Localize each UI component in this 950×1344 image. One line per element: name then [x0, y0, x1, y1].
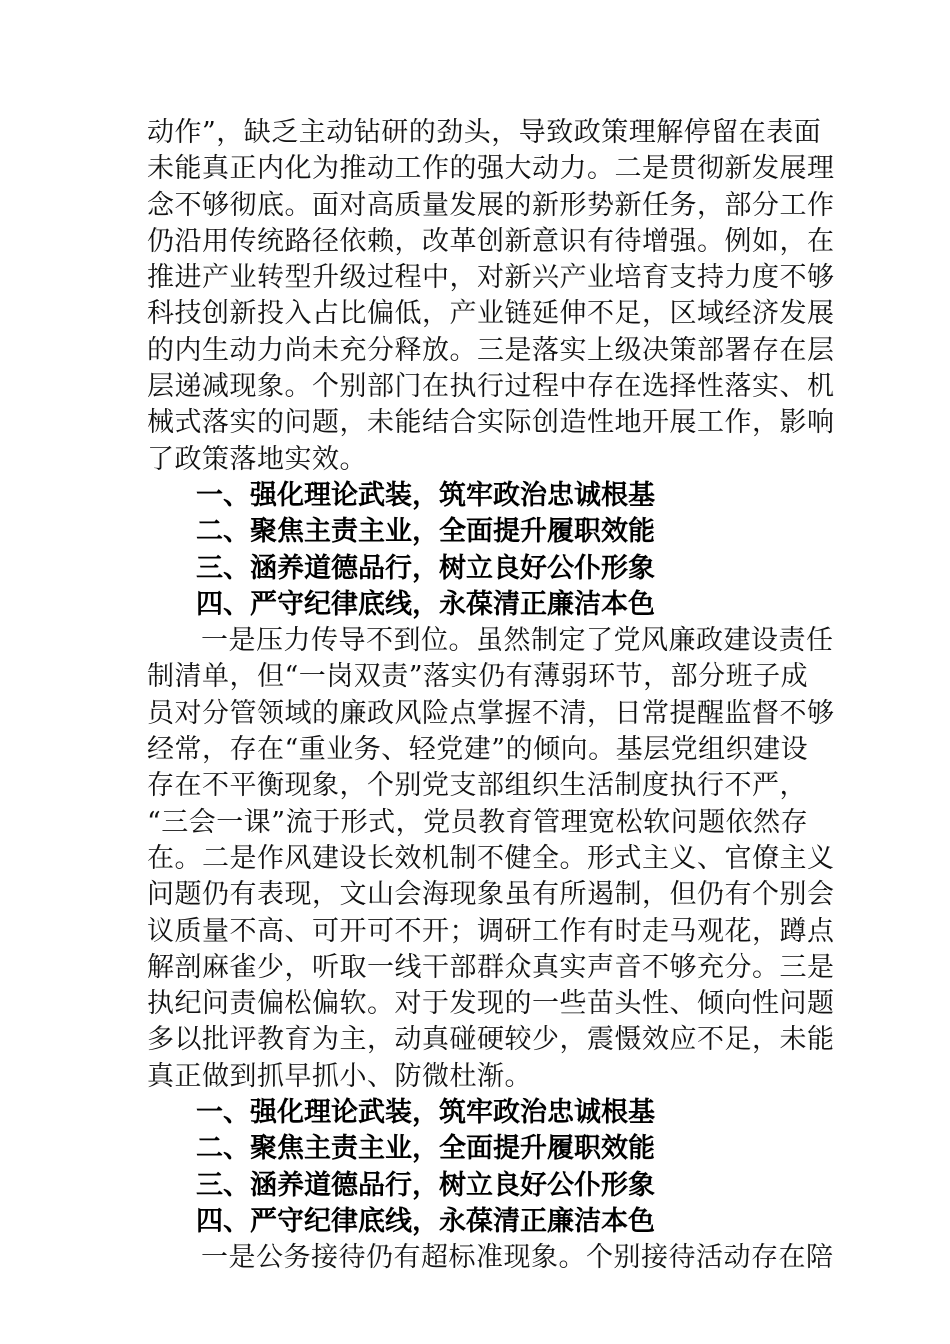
- paragraph-3: [147, 1240, 834, 1276]
- section-heading: 四、严守纪律底线，永葆清正廉洁本色: [196, 1205, 655, 1237]
- text-line: 械式落实的问题，未能结合实际创造性地开展工作，影响: [147, 407, 835, 439]
- section-headings-2: [147, 1095, 805, 1240]
- text-line: 在。二是作风建设长效机制不健全。形式主义、官僚主义: [147, 842, 835, 874]
- text-line: 议质量不高、可开可不开；调研工作有时走马观花，蹲点: [147, 915, 835, 947]
- section-heading: 一、强化理论武装，筑牢政治忠诚根基: [196, 479, 655, 511]
- text-line: 层递减现象。个别部门在执行过程中存在选择性落实、机: [147, 371, 835, 403]
- text-line: 一是公务接待仍有超标准现象。个别接待活动存在陪: [201, 1242, 834, 1274]
- text-line: 念不够彻底。面对高质量发展的新形势新任务，部分工作: [147, 189, 835, 221]
- text-line: 真正做到抓早抓小、防微杜渐。: [147, 1060, 532, 1092]
- text-line: 存在不平衡现象，个别党支部组织生活制度执行不严，: [147, 770, 807, 802]
- text-line: “三会一课”流于形式，党员教育管理宽松软问题依然存: [147, 806, 809, 838]
- text-line: 制清单，但“一岗双责”落实仍有薄弱环节，部分班子成: [147, 661, 809, 693]
- text-line: 未能真正内化为推动工作的强大动力。二是贯彻新发展理: [147, 153, 835, 185]
- document-page: [147, 115, 835, 1277]
- text-line: 经常，存在“重业务、轻党建”的倾向。基层党组织建设: [147, 734, 809, 766]
- text-line: 的内生动力尚未充分释放。三是落实上级决策部署存在层: [147, 334, 835, 366]
- text-line: 员对分管领域的廉政风险点掌握不清，日常提醒监督不够: [147, 697, 835, 729]
- section-heading: 三、涵养道德品行，树立良好公仆形象: [196, 1169, 655, 1201]
- text-line: 问题仍有表现，文山会海现象虽有所遏制，但仍有个别会: [147, 879, 835, 911]
- text-line: 科技创新投入占比偏低，产业链延伸不足，区域经济发展: [147, 298, 835, 330]
- section-headings-1: [147, 478, 805, 623]
- text-line: 动作”，缺乏主动钻研的劲头，导致政策理解停留在表面: [147, 117, 822, 148]
- text-line: 仍沿用传统路径依赖，改革创新意识有待增强。例如，在: [147, 225, 835, 257]
- section-heading: 二、聚焦主责主业，全面提升履职效能: [196, 1133, 655, 1165]
- section-heading: 四、严守纪律底线，永葆清正廉洁本色: [196, 588, 655, 620]
- paragraph-1: [147, 115, 835, 478]
- section-heading: 二、聚焦主责主业，全面提升履职效能: [196, 516, 655, 548]
- text-line: 一是压力传导不到位。虽然制定了党风廉政建设责任: [201, 625, 834, 657]
- text-line: 推进产业转型升级过程中，对新兴产业培育支持力度不够: [147, 262, 835, 294]
- section-heading: 一、强化理论武装，筑牢政治忠诚根基: [196, 1097, 655, 1129]
- text-line: 多以批评教育为主，动真碰硬较少，震慑效应不足，未能: [147, 1024, 835, 1056]
- text-line: 执纪问责偏松偏软。对于发现的一些苗头性、倾向性问题: [147, 988, 835, 1020]
- section-heading: 三、涵养道德品行，树立良好公仆形象: [196, 552, 655, 584]
- text-line: 解剖麻雀少，听取一线干部群众真实声音不够充分。三是: [147, 951, 835, 983]
- text-line: 了政策落地实效。: [147, 443, 367, 475]
- paragraph-2: [147, 623, 835, 1095]
